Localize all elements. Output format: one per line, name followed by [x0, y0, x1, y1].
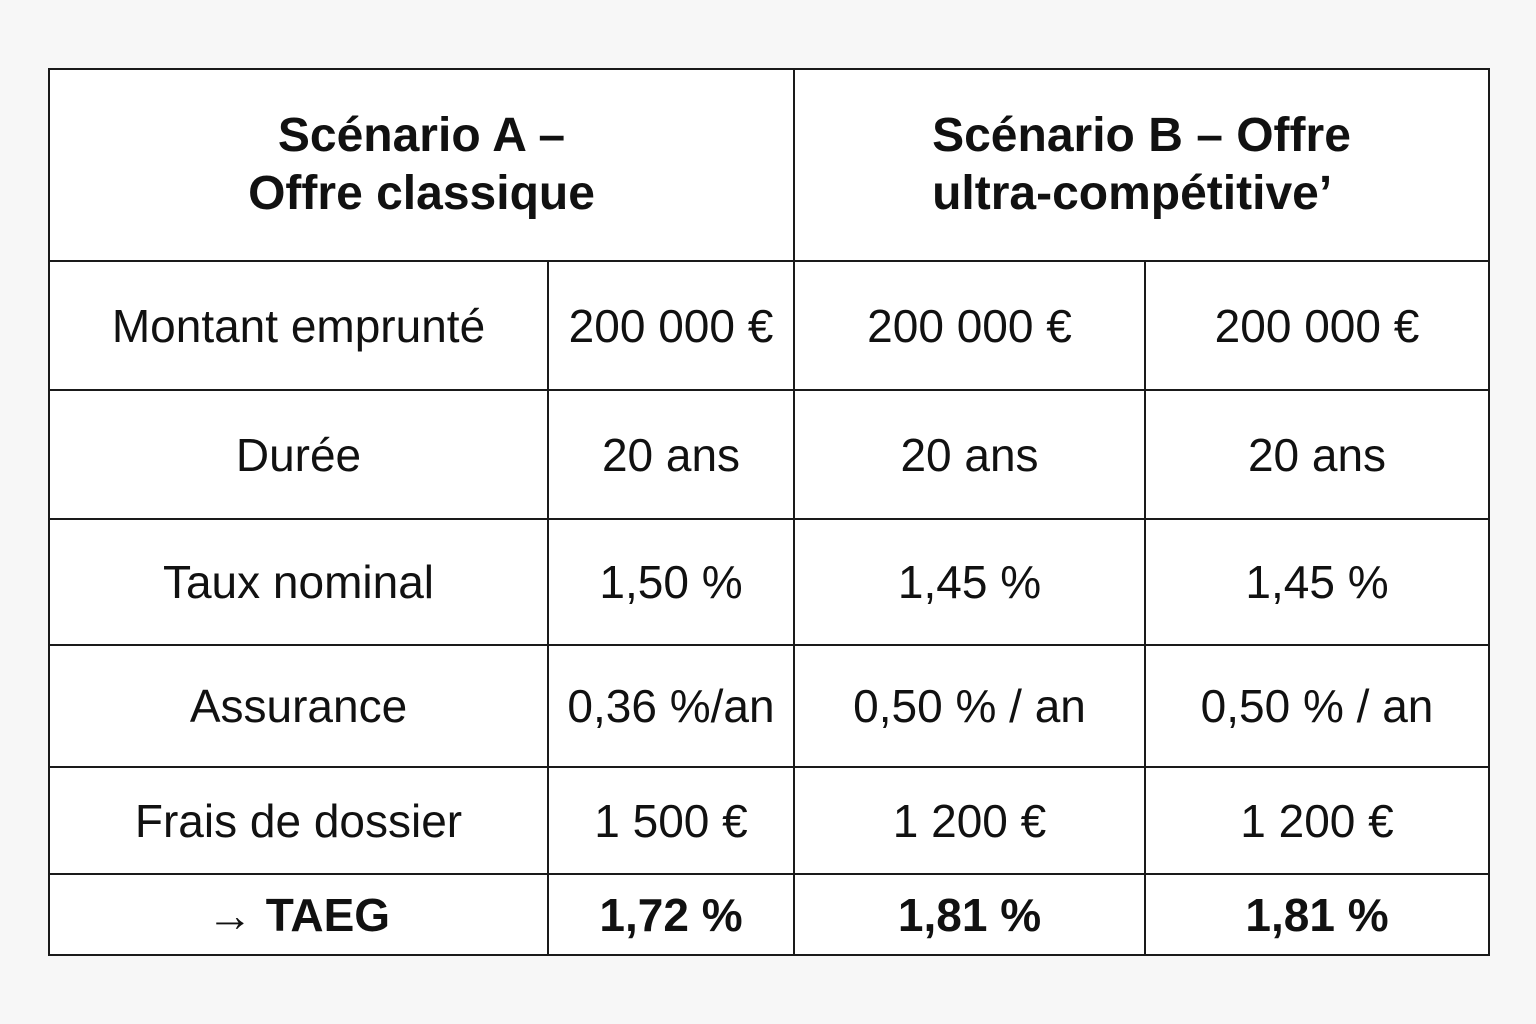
table-cell: 0,36 %/an: [548, 645, 794, 767]
row-label: Durée: [49, 390, 548, 519]
table-cell: 200 000 €: [1145, 261, 1489, 390]
table-cell: 20 ans: [1145, 390, 1489, 519]
table-cell: 200 000 €: [548, 261, 794, 390]
taeg-row: [49, 874, 1489, 955]
row-label: → TAEG: [49, 874, 548, 955]
table-row: [49, 767, 1489, 874]
row-label: Taux nominal: [49, 519, 548, 645]
row-label: Montant emprunté: [49, 261, 548, 390]
row-label: Assurance: [49, 645, 548, 767]
table-cell: 200 000 €: [794, 261, 1145, 390]
scenario-a-header: [49, 69, 794, 261]
scenario-a-title-line2: Offre classique: [248, 167, 595, 220]
header-row: [49, 69, 1489, 261]
scenario-b-header: [794, 69, 1489, 261]
table-row: [49, 390, 1489, 519]
table-cell: 1 200 €: [1145, 767, 1489, 874]
scenario-b-title-line1: Scénario B – Offre: [932, 109, 1351, 162]
table-cell: 0,50 % / an: [794, 645, 1145, 767]
table-row: [49, 261, 1489, 390]
table-cell: 1 500 €: [548, 767, 794, 874]
comparison-table: [48, 68, 1490, 956]
table-cell: 1 200 €: [794, 767, 1145, 874]
table-cell: 1,50 %: [548, 519, 794, 645]
table-cell: 1,81 %: [794, 874, 1145, 955]
table-row: [49, 519, 1489, 645]
table-cell: 20 ans: [794, 390, 1145, 519]
scenario-a-title-line1: Scénario A –: [277, 109, 566, 162]
table-cell: 0,50 % / an: [1145, 645, 1489, 767]
table-row: [49, 645, 1489, 767]
table-cell: 20 ans: [548, 390, 794, 519]
row-label: Frais de dossier: [49, 767, 548, 874]
table-cell: 1,72 %: [548, 874, 794, 955]
table-cell: 1,45 %: [794, 519, 1145, 645]
table-cell: 1,81 %: [1145, 874, 1489, 955]
scenario-b-title-line2: ultra-compétitive’: [932, 167, 1333, 220]
table-cell: 1,45 %: [1145, 519, 1489, 645]
